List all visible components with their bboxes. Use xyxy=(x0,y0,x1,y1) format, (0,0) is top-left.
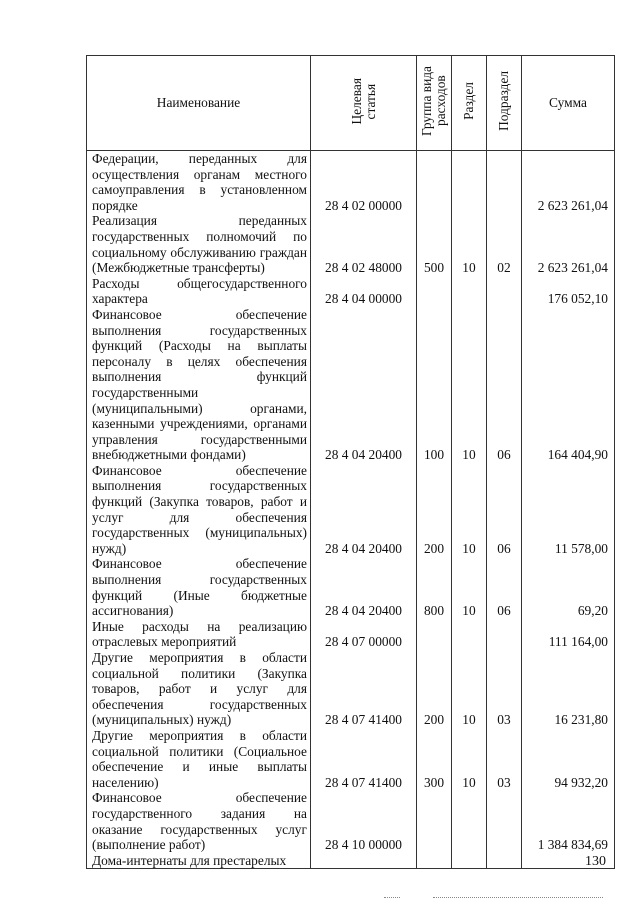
row-subsection: 03 xyxy=(487,650,522,728)
row-target-article: 28 4 04 20400 xyxy=(311,556,417,618)
page-number: 130 xyxy=(585,854,606,869)
row-sum: 164 404,90 xyxy=(522,307,615,463)
row-subsection: 03 xyxy=(487,728,522,790)
row-name: Финансовое обеспечение выполнения государственных функций (Иные бюджетные ассигнования) xyxy=(87,556,311,618)
row-expense-group: 500 xyxy=(417,213,452,275)
row-name: Финансовое обеспечение государственного задания на оказание государственных услуг (выполнение работ) xyxy=(87,790,311,852)
row-expense-group xyxy=(417,853,452,869)
footer-divider xyxy=(384,897,400,899)
row-subsection xyxy=(487,790,522,852)
row-name: Другие мероприятия в области социальной политики (Закупка товаров, работ и услуг для обеспечения государственных (муниципальных) нужд) xyxy=(87,650,311,728)
row-target-article xyxy=(311,853,417,869)
header-name: Наименование xyxy=(87,56,311,151)
row-section: 10 xyxy=(452,463,487,557)
row-sum: 11 578,00 xyxy=(522,463,615,557)
budget-table xyxy=(86,55,615,869)
row-target-article: 28 4 07 41400 xyxy=(311,728,417,790)
row-subsection xyxy=(487,853,522,869)
table-row xyxy=(87,650,615,728)
table-row xyxy=(87,728,615,790)
row-name: Федерации, переданных для осуществления органам местного самоуправления в установленном порядке xyxy=(87,151,311,214)
row-subsection xyxy=(487,619,522,650)
row-sum: 2 623 261,04 xyxy=(522,151,615,214)
table-row xyxy=(87,853,615,869)
row-expense-group xyxy=(417,276,452,307)
row-section: 10 xyxy=(452,650,487,728)
row-section xyxy=(452,151,487,214)
row-section: 10 xyxy=(452,556,487,618)
row-expense-group: 300 xyxy=(417,728,452,790)
row-section xyxy=(452,276,487,307)
table-row xyxy=(87,213,615,275)
table-row xyxy=(87,619,615,650)
row-subsection: 02 xyxy=(487,213,522,275)
row-target-article: 28 4 07 00000 xyxy=(311,619,417,650)
table-row xyxy=(87,276,615,307)
row-name: Другие мероприятия в области социальной политики (Социальное обеспечение и иные выплаты населению) xyxy=(87,728,311,790)
row-expense-group xyxy=(417,790,452,852)
row-expense-group: 200 xyxy=(417,650,452,728)
header-section: Раздел xyxy=(452,56,487,151)
row-subsection xyxy=(487,276,522,307)
row-name: Иные расходы на реализацию отраслевых мероприятий xyxy=(87,619,311,650)
row-section: 10 xyxy=(452,307,487,463)
row-target-article: 28 4 04 20400 xyxy=(311,463,417,557)
header-target-article: Целевая статья xyxy=(311,56,417,151)
header-expense-group: Группа вида расходов xyxy=(417,56,452,151)
row-section xyxy=(452,853,487,869)
row-expense-group: 100 xyxy=(417,307,452,463)
row-name: Дома-интернаты для престарелых xyxy=(87,853,311,869)
table-row xyxy=(87,790,615,852)
row-sum: 111 164,00 xyxy=(522,619,615,650)
row-subsection: 06 xyxy=(487,556,522,618)
row-sum: 2 623 261,04 xyxy=(522,213,615,275)
table-row xyxy=(87,307,615,463)
row-section xyxy=(452,619,487,650)
row-target-article: 28 4 07 41400 xyxy=(311,650,417,728)
row-expense-group: 800 xyxy=(417,556,452,618)
table-row xyxy=(87,463,615,557)
row-name: Расходы общегосударственного характера xyxy=(87,276,311,307)
row-section: 10 xyxy=(452,728,487,790)
table-row xyxy=(87,556,615,618)
row-target-article: 28 4 04 00000 xyxy=(311,276,417,307)
row-target-article: 28 4 10 00000 xyxy=(311,790,417,852)
row-sum: 16 231,80 xyxy=(522,650,615,728)
row-sum: 1 384 834,69 xyxy=(522,790,615,852)
row-sum: 94 932,20 xyxy=(522,728,615,790)
row-name: Финансовое обеспечение выполнения государственных функций (Закупка товаров, работ и услуг для обеспечения государственных (муниципальных) нужд) xyxy=(87,463,311,557)
row-sum: 69,20 xyxy=(522,556,615,618)
row-section: 10 xyxy=(452,213,487,275)
row-sum: 176 052,10 xyxy=(522,276,615,307)
row-section xyxy=(452,790,487,852)
row-expense-group xyxy=(417,619,452,650)
row-subsection: 06 xyxy=(487,463,522,557)
header-sum: Сумма xyxy=(522,56,615,151)
row-expense-group xyxy=(417,151,452,214)
table-row xyxy=(87,151,615,214)
row-target-article: 28 4 02 48000 xyxy=(311,213,417,275)
row-expense-group: 200 xyxy=(417,463,452,557)
row-subsection xyxy=(487,151,522,214)
row-subsection: 06 xyxy=(487,307,522,463)
row-target-article: 28 4 02 00000 xyxy=(311,151,417,214)
row-target-article: 28 4 04 20400 xyxy=(311,307,417,463)
header-subsection: Подраздел xyxy=(487,56,522,151)
footer-divider xyxy=(433,897,603,899)
row-name: Финансовое обеспечение выполнения государственных функций (Расходы на выплаты персоналу в целях обеспечения выполнения функций государственными (муниципальными) органами, казенными учреждениями, органами управления государственными внебюджетными фондами) xyxy=(87,307,311,463)
table-header-row xyxy=(87,56,615,151)
row-name: Реализация переданных государственных полномочий по социальному обслуживанию граждан (Межбюджетные трансферты) xyxy=(87,213,311,275)
